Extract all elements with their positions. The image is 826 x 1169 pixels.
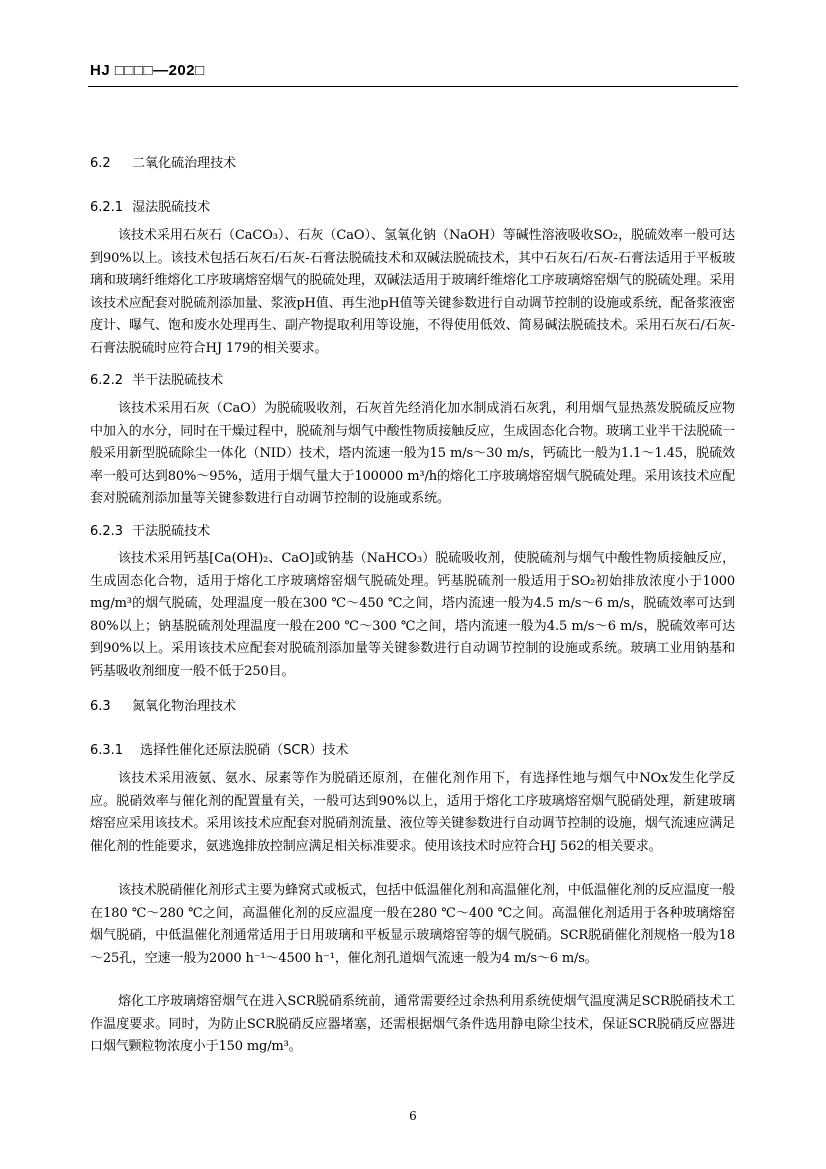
section-number: 6.2.2 (90, 373, 124, 388)
section-title: 干法脱硫技术 (132, 524, 211, 539)
paragraph-6-3-1-b: 该技术脱硝催化剂形式主要为蜂窝式或板式，包括中低温催化剂和高温催化剂，中低温催化剂的反应温度一般在180 ℃～280 ℃之间，高温催化剂的反应温度一般在280 ℃～400 ℃之间。高温催化剂适用于各种玻璃熔窑烟气脱硝，中低温催化剂通常适用于日用玻璃和平板显示玻璃熔窑等的烟气脱硝。SCR脱硝催化剂规格一般为18～25孔，空速一般为2000 h⁻¹～4500 h⁻¹，催化剂孔道烟气流速一般为4 m/s～6 m/s。 (90, 883, 735, 966)
section-number: 6.2 (90, 156, 111, 171)
section-6-2-1-heading (90, 196, 210, 215)
section-number: 6.2.3 (90, 524, 124, 539)
section-title: 氮氧化物治理技术 (132, 699, 237, 714)
page-number: 6 (409, 1109, 417, 1123)
section-title: 二氧化硫治理技术 (132, 156, 237, 171)
section-6-3-1-heading (90, 739, 349, 758)
paragraph-6-3-1-c: 熔化工序玻璃熔窑烟气在进入SCR脱硝系统前，通常需要经过余热利用系统使烟气温度满足SCR脱硝技术工作温度要求。同时，为防止SCR脱硝反应器堵塞，还需根据烟气条件选用静电除尘技术，保证SCR脱硝反应器进口烟气颗粒物浓度小于150 mg/m³。 (90, 994, 735, 1054)
header-rule (88, 86, 738, 87)
section-title: 半干法脱硫技术 (132, 373, 224, 388)
section-number: 6.2.1 (90, 200, 124, 215)
section-6-2-3-heading (90, 520, 210, 539)
paragraph-6-2-3: 该技术采用钙基[Ca(OH)₂、CaO]或钠基（NaHCO₃）脱硫吸收剂，使脱硫剂与烟气中酸性物质接触反应，生成固态化合物，适用于熔化工序玻璃熔窑烟气脱硫处理。钙基脱硫剂一般适用于SO₂初始排放浓度小于1000 mg/m³的烟气脱硫，处理温度一般在300 ℃～450 ℃之间，塔内流速一般为4.5 m/s～6 m/s，脱硫效率可达到80%以上；钠基脱硫剂处理温度一般在200 ℃～300 ℃之间，塔内流速一般为4.5 m/s～6 m/s，脱硫效率可达到90%以上。采用该技术应配套对脱硫剂添加量等关键参数进行自动调节控制的设施或系统。玻璃工业用钠基和钙基吸收剂细度一般不低于250目。 (90, 551, 735, 679)
paragraph-6-2-1: 该技术采用石灰石（CaCO₃）、石灰（CaO）、氢氧化钠（NaOH）等碱性溶液吸收SO₂，脱硫效率一般可达到90%以上。该技术包括石灰石/石灰-石膏法脱硫技术和双碱法脱硫技术，其中石灰石/石灰-石膏法适用于平板玻璃和玻璃纤维熔化工序玻璃熔窑烟气的脱硫处理，双碱法适用于玻璃纤维熔化工序玻璃熔窑烟气的脱硫处理。采用该技术应配套对脱硫剂添加量、浆液pH值、再生池pH值等关键参数进行自动调节控制的设施或系统，配备浆液密度计、曝气、饱和废水处理再生、副产物提取利用等设施，不得使用低效、简易碱法脱硫技术。采用石灰石/石灰-石膏法脱硫时应符合HJ 179的相关要求。 (90, 228, 735, 356)
paragraph-6-2-2: 该技术采用石灰（CaO）为脱硫吸收剂，石灰首先经消化加水制成消石灰乳，利用烟气显热蒸发脱硫反应物中加入的水分，同时在干燥过程中，脱硫剂与烟气中酸性物质接触反应，生成固态化合物。玻璃工业半干法脱硫一般采用新型脱硫除尘一体化（NID）技术，塔内流速一般为15 m/s～30 m/s，钙硫比一般为1.1～1.45，脱硫效率一般可达到80%～95%，适用于烟气量大于100000 m³/h的熔化工序玻璃熔窑烟气脱硫处理。采用该技术应配套对脱硫剂添加量等关键参数进行自动调节控制的设施或系统。 (90, 401, 735, 506)
section-6-3-heading (90, 695, 236, 714)
paragraph-6-3-1-a: 该技术采用液氨、氨水、尿素等作为脱硝还原剂，在催化剂作用下，有选择性地与烟气中NOx发生化学反应。脱硝效率与催化剂的配置量有关，一般可达到90%以上，适用于熔化工序玻璃熔窑烟气脱硝处理，新建玻璃熔窑应采用该技术。采用该技术应配套对脱硝剂流量、液位等关键参数进行自动调节控制的设施，烟气流速应满足催化剂的性能要求，氨逃逸排放控制应满足相关标准要求。使用该技术时应符合HJ 562的相关要求。 (90, 771, 735, 854)
document-code: HJ □□□□—202□ (90, 62, 205, 79)
section-number: 6.3 (90, 699, 111, 714)
section-6-2-2-heading (90, 369, 223, 388)
section-6-2-heading (90, 152, 236, 171)
section-title: 选择性催化还原法脱硝（SCR）技术 (140, 743, 349, 758)
section-number: 6.3.1 (90, 743, 124, 758)
section-title: 湿法脱硫技术 (132, 200, 211, 215)
